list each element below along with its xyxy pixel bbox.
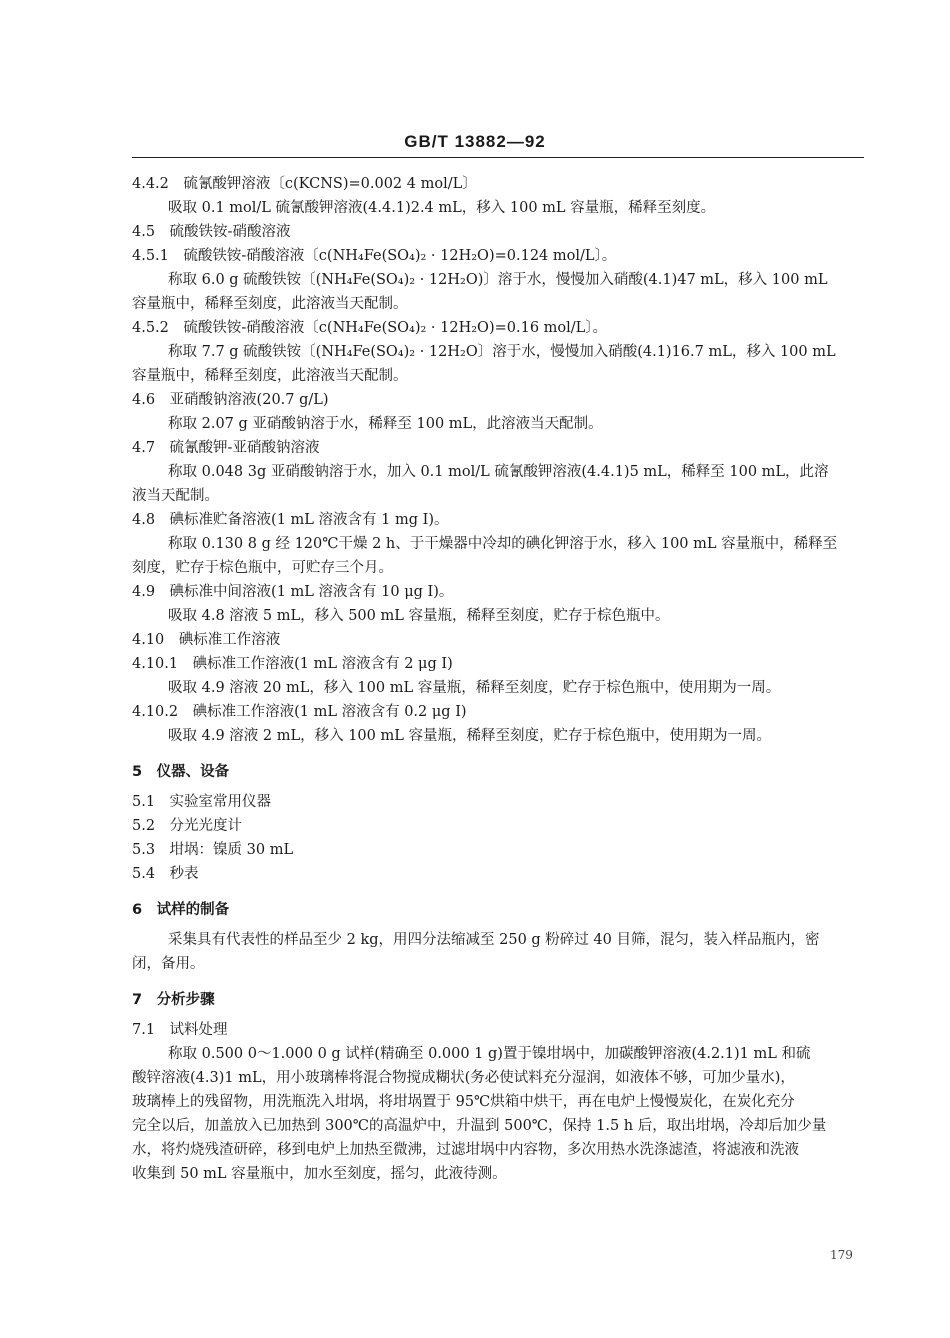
clause-heading: 4.10 碘标准工作溶液 — [132, 632, 281, 648]
document-body — [132, 172, 864, 1186]
section-heading: 5 仪器、设备 — [132, 764, 230, 780]
paragraph: 吸取 4.9 溶液 2 mL，移入 100 mL 容量瓶，稀释至刻度，贮存于棕色瓶中，使用期为一周。 — [168, 728, 771, 744]
paragraph-continuation: 液当天配制。 — [132, 488, 219, 504]
clause-heading: 5.2 分光光度计 — [132, 818, 243, 834]
clause-heading: 4.10.2 碘标准工作溶液(1 mL 溶液含有 0.2 μg I) — [132, 704, 467, 720]
paragraph-continuation: 收集到 50 mL 容量瓶中，加水至刻度，摇匀，此液待测。 — [132, 1166, 507, 1182]
clause-heading: 7.1 试料处理 — [132, 1022, 228, 1038]
header-rule — [132, 157, 864, 158]
clause-heading: 4.10.1 碘标准工作溶液(1 mL 溶液含有 2 μg I) — [132, 656, 453, 672]
paragraph: 吸取 4.9 溶液 20 mL，移入 100 mL 容量瓶，稀释至刻度，贮存于棕色瓶中，使用期为一周。 — [168, 680, 781, 696]
clause-heading: 5.4 秒表 — [132, 866, 199, 882]
paragraph: 称取 2.07 g 亚硝酸钠溶于水，稀释至 100 mL，此溶液当天配制。 — [168, 416, 603, 432]
paragraph: 吸取 0.1 mol/L 硫氰酸钾溶液(4.4.1)2.4 mL，移入 100 mL 容量瓶，稀释至刻度。 — [168, 200, 716, 216]
paragraph-continuation: 完全以后，加盖放入已加热到 300℃的高温炉中，升温到 500℃，保持 1.5 h 后，取出坩埚，冷却后加少量 — [132, 1118, 827, 1134]
clause-heading: 4.8 碘标准贮备溶液(1 mL 溶液含有 1 mg I)。 — [132, 512, 449, 528]
section-heading: 7 分析步骤 — [132, 992, 215, 1008]
paragraph: 称取 6.0 g 硫酸铁铵〔(NH₄Fe(SO₄)₂ · 12H₂O)〕溶于水，慢慢加入硝酸(4.1)47 mL，移入 100 mL — [168, 272, 828, 288]
clause-heading: 4.5 硫酸铁铵-硝酸溶液 — [132, 224, 291, 240]
clause-heading: 4.6 亚硝酸钠溶液(20.7 g/L) — [132, 392, 329, 408]
clause-heading: 4.9 碘标准中间溶液(1 mL 溶液含有 10 μg I)。 — [132, 584, 454, 600]
paragraph-continuation: 刻度，贮存于棕色瓶中，可贮存三个月。 — [132, 560, 393, 576]
paragraph: 称取 0.500 0～1.000 0 g 试样(精确至 0.000 1 g)置于镍坩埚中，加碳酸钾溶液(4.2.1)1 mL 和硫 — [168, 1046, 811, 1062]
page-number: 179 — [830, 1248, 853, 1262]
paragraph-continuation: 容量瓶中，稀释至刻度，此溶液当天配制。 — [132, 296, 408, 312]
header-title: GB/T 13882—92 — [404, 132, 546, 151]
paragraph-continuation: 酸锌溶液(4.3)1 mL，用小玻璃棒将混合物搅成糊状(务必使试料充分湿润，如液体不够，可加少量水)， — [132, 1070, 795, 1086]
clause-heading: 4.4.2 硫氰酸钾溶液〔c(KCNS)=0.002 4 mol/L〕 — [132, 176, 477, 192]
paragraph: 称取 0.048 3g 亚硝酸钠溶于水，加入 0.1 mol/L 硫氰酸钾溶液(4.4.1)5 mL，稀释至 100 mL，此溶 — [168, 464, 829, 480]
clause-heading: 4.7 硫氰酸钾-亚硝酸钠溶液 — [132, 440, 320, 456]
paragraph: 采集具有代表性的样品至少 2 kg，用四分法缩减至 250 g 粉碎过 40 目筛，混匀，装入样品瓶内，密 — [168, 932, 820, 948]
paragraph: 吸取 4.8 溶液 5 mL，移入 500 mL 容量瓶，稀释至刻度，贮存于棕色瓶中。 — [168, 608, 670, 624]
paragraph-continuation: 玻璃棒上的残留物，用洗瓶洗入坩埚，将坩埚置于 95℃烘箱中烘干，再在电炉上慢慢炭化，在炭化充分 — [132, 1094, 795, 1110]
paragraph: 称取 0.130 8 g 经 120℃干燥 2 h、于干燥器中冷却的碘化钾溶于水，移入 100 mL 容量瓶中，稀释至 — [168, 536, 838, 552]
clause-heading: 5.1 实验室常用仪器 — [132, 794, 272, 810]
section-heading: 6 试样的制备 — [132, 902, 230, 918]
clause-heading: 5.3 坩埚：镍质 30 mL — [132, 842, 294, 858]
paragraph-continuation: 闭，备用。 — [132, 956, 205, 972]
paragraph-continuation: 水，将灼烧残渣研碎，移到电炉上加热至微沸，过滤坩埚中内容物，多次用热水洗涤滤渣，将滤液和洗液 — [132, 1142, 799, 1158]
clause-heading: 4.5.1 硫酸铁铵-硝酸溶液〔c(NH₄Fe(SO₄)₂ · 12H₂O)=0.124 mol/L〕。 — [132, 248, 617, 264]
clause-heading: 4.5.2 硫酸铁铵-硝酸溶液〔c(NH₄Fe(SO₄)₂ · 12H₂O)=0.16 mol/L〕。 — [132, 320, 608, 336]
paragraph: 称取 7.7 g 硫酸铁铵〔(NH₄Fe(SO₄)₂ · 12H₂O〕溶于水，慢慢加入硝酸(4.1)16.7 mL，移入 100 mL — [168, 344, 836, 360]
paragraph-continuation: 容量瓶中，稀释至刻度，此溶液当天配制。 — [132, 368, 408, 384]
